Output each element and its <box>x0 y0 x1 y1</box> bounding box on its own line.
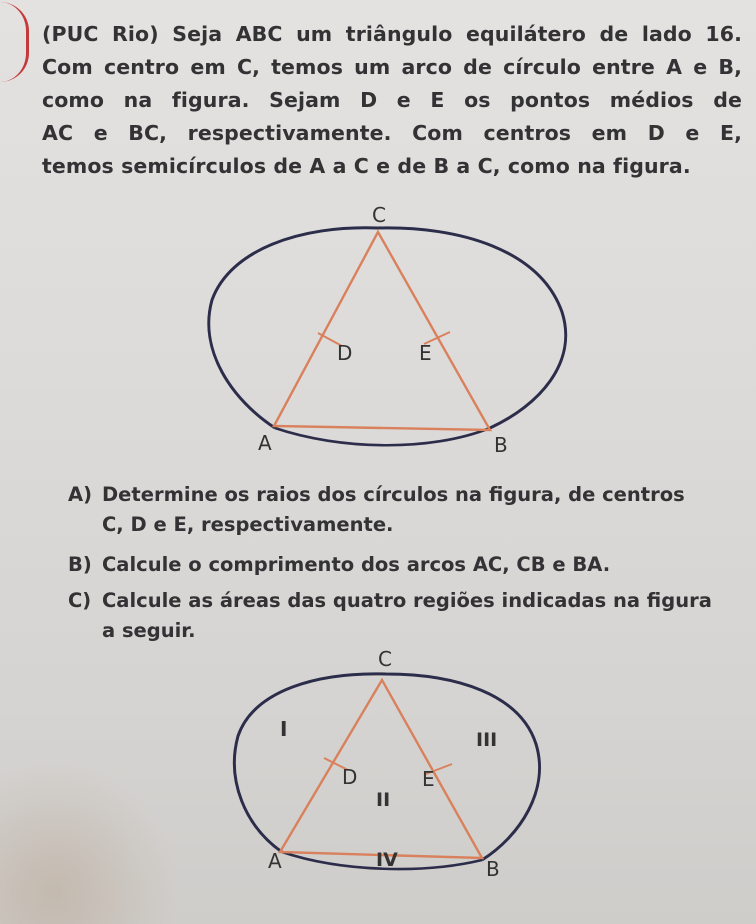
statement-line-5: temos semicírculos de A a C e de B a C, como na figura. <box>42 154 691 178</box>
item-b-label: B) <box>68 553 92 576</box>
figure1-label-b: B <box>494 433 508 457</box>
item-b-line-1: Calcule o comprimento dos arcos AC, CB e BA. <box>102 553 611 576</box>
figure1-label-c: C <box>372 203 386 227</box>
figure2-region-ii: II <box>376 789 391 811</box>
figure2-label-e: E <box>422 767 435 791</box>
figure2-label-c: C <box>378 647 392 671</box>
figure2-region-i: I <box>280 717 288 741</box>
statement-line-4: AC e BC, respectivamente. Com centros em D e E, <box>42 121 743 145</box>
figure2-triangle <box>280 680 482 858</box>
item-a-label: A) <box>68 483 93 506</box>
figure1-label-d: D <box>337 341 353 365</box>
item-c <box>68 586 712 646</box>
statement-line-1: (PUC Rio) Seja ABC um triângulo equilátero de lado 16. <box>42 22 742 46</box>
figure2-region-iii: III <box>476 729 498 751</box>
figure1-label-a: A <box>258 431 272 455</box>
item-c-label: C) <box>68 589 92 612</box>
item-c-line-2: a seguir. <box>102 619 196 642</box>
figure2-label-b: B <box>486 857 500 881</box>
statement-line-2: Com centro em C, temos um arco de círculo entre A e B, <box>42 55 742 79</box>
figure1-outer-arc <box>209 228 566 428</box>
figure2-label-d: D <box>342 765 358 789</box>
figure2-region-iv: IV <box>376 849 398 871</box>
figure1-label-e: E <box>419 341 432 365</box>
item-b <box>68 550 610 580</box>
figure2-label-a: A <box>268 849 282 873</box>
item-a <box>68 480 685 540</box>
statement-line-3: como na figura. Sejam D e E os pontos médios de <box>42 88 742 112</box>
item-a-line-1: Determine os raios dos círculos na figura, de centros <box>102 483 685 506</box>
item-c-line-1: Calcule as áreas das quatro regiões indicadas na figura <box>102 589 712 612</box>
figure1-triangle <box>274 232 490 430</box>
item-a-line-2: C, D e E, respectivamente. <box>102 513 394 536</box>
figure2-outer-arc <box>234 674 539 860</box>
